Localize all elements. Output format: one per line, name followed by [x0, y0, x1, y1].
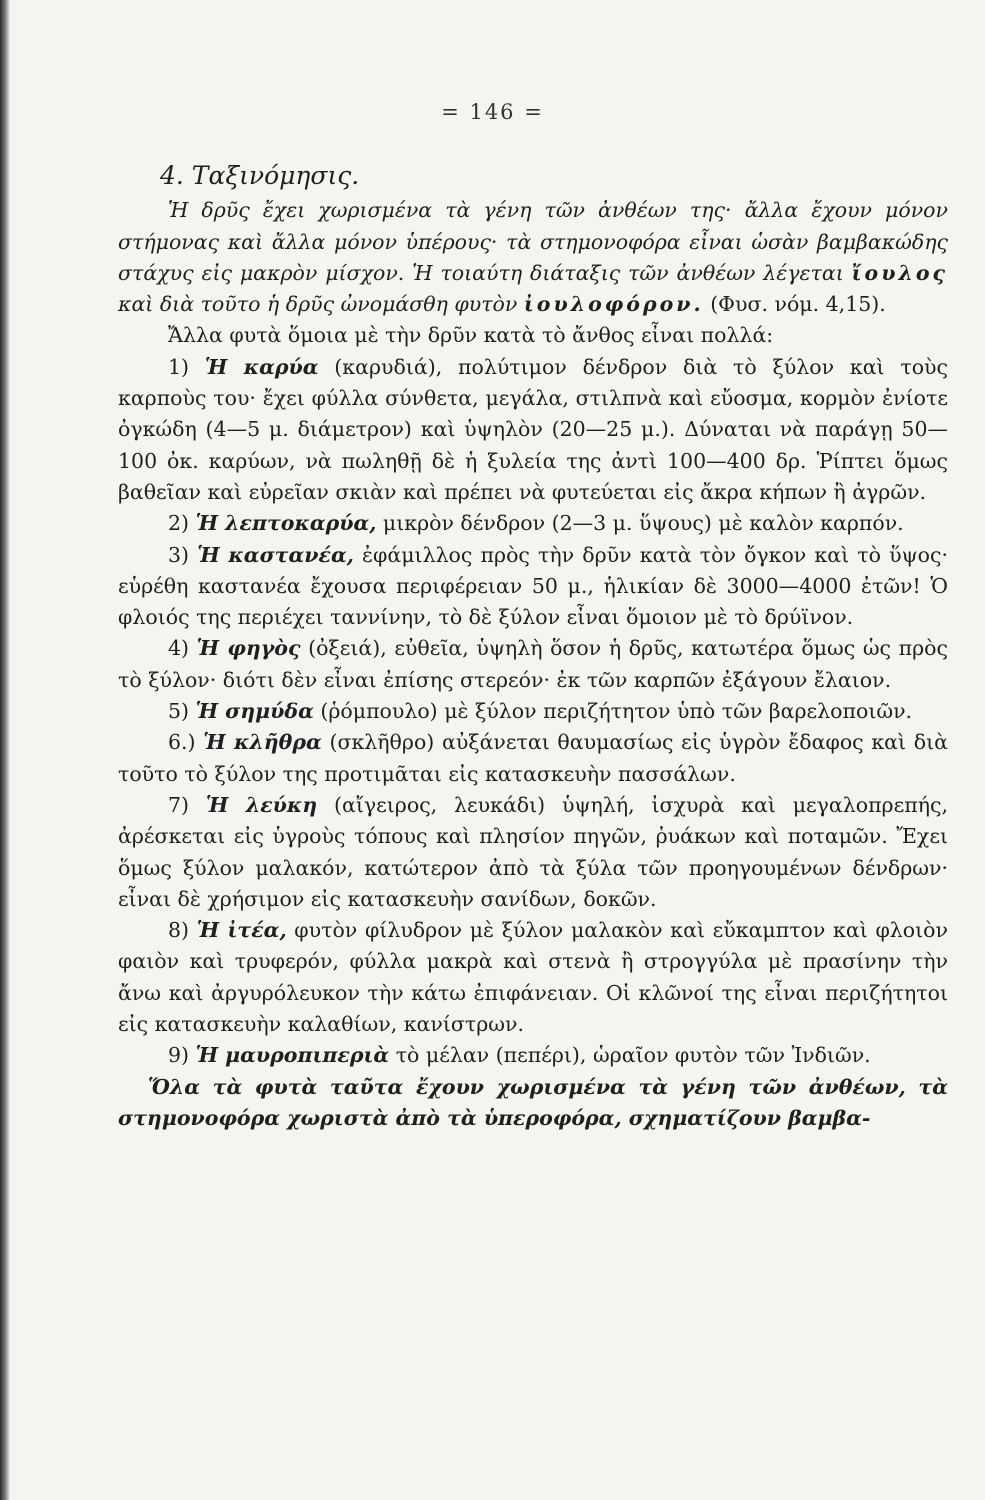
item-text: τὸ μέλαν (πεπέρι), ὡραῖον φυτὸν τῶν Ἰνδιῶν. [389, 1043, 871, 1068]
item-text: (καρυδιά), πολύτιμον δένδρον διὰ τὸ ξύλον καὶ τοὺς καρποὺς του· ἔχει φύλλα σύνθετα, μεγάλα, στιλπνὰ καὶ εὔοσμα, κορμὸν ἐνίοτε ὀγκώδη (4—5 μ. διάμετρον) καὶ ὑψηλὸν (20—25 μ.). Δύναται νὰ παράγῃ 50—100 ὀκ. καρύων, νὰ πωληθῇ δὲ ἡ ξυλεία της ἀντὶ 100—400 δρ. Ῥίπτει ὅμως βαθεῖαν καὶ εὐρεῖαν σκιὰν καὶ πρέπει νὰ φυτεύεται εἰς ἄκρα κήπων ἢ ἀγρῶν. [118, 354, 948, 504]
item-number: 7) [168, 792, 190, 817]
plant-name: Ἡ μαυροπιπεριὰ [195, 1043, 390, 1068]
item-text: ἐφάμιλλος πρὸς τὴν δρῦν κατὰ τὸν ὄγκον καὶ τὸ ὕψος· εὑρέθη καστανέα ἔχουσα περιφέρειαν 50 μ., ἡλικίαν δὲ 3000—4000 ἐτῶν! Ὁ φλοιός της περιέχει ταννίνην, τὸ δὲ ξύλον εἶναι ὅμοιον μὲ τὸ δρύϊνον. [118, 542, 948, 630]
item-text: φυτὸν φίλυδρον μὲ ξύλον μαλακὸν καὶ εὔκαμπτον καὶ φλοιὸν φαιὸν καὶ τρυφερόν, φύλλα μακρὰ καὶ στενὰ ἢ στρογγύλα μὲ πρασίνην τὴν ἄνω καὶ ἀργυρόλευκον τὴν κάτω ἐπιφάνειαν. Οἱ κλῶνοί της εἶναι περιζήτητοι εἰς κατασκευὴν καλαθίων, κανίστρων. [118, 918, 948, 1037]
reference: (Φυσ. νόμ. 4,15). [710, 292, 886, 317]
page-number: = 146 = [441, 100, 544, 124]
item-number: 2) [168, 511, 190, 536]
item-text: (σκλῆθρο) αὐξάνεται θαυμασίως εἰς ὑγρὸν ἔδαφος καὶ διὰ τοῦτο τὸ ξύλον της προτιμᾶται εἰς κατασκευὴν πασσάλων. [118, 730, 948, 786]
plant-name: Ἡ σημύδα [195, 699, 314, 724]
item-text: (ὀξειά), εὐθεῖα, ὑψηλὴ ὅσον ἡ δρῦς, κατωτέρα ὅμως ὡς πρὸς τὸ ξύλον· διότι δὲν εἶναι ἐπίσης στερεόν· ἐκ τῶν καρπῶν ἐξάγουν ἔλαιον. [118, 636, 948, 692]
plant-name: Ἡ λεπτοκαρύα, [195, 511, 377, 536]
plant-name: Ἡ ἰτέα, [196, 918, 287, 943]
list-item [118, 727, 948, 790]
list-item [118, 352, 948, 508]
item-text: μικρὸν δένδρον (2—3 μ. ὕψους) μὲ καλὸν καρπόν. [376, 511, 904, 536]
item-number: 9) [168, 1043, 190, 1068]
lead-paragraph: Ἄλλα φυτὰ ὅμοια μὲ τὴν δρῦν κατὰ τὸ ἄνθος εἶναι πολλά: [168, 323, 774, 348]
intro-paragraph [118, 195, 948, 320]
term-iouloforon: ἰουλοφόρον. [523, 292, 704, 317]
list-item [118, 540, 948, 634]
item-text: (αἴγειρος, λευκάδι) ὑψηλή, ἰσχυρὰ καὶ μεγαλοπρεπής, ἀρέσκεται εἰς ὑγροὺς τόπους καὶ πλησίον πηγῶν, ῥυάκων καὶ ποταμῶν. Ἔχει ὅμως ξύλον μαλακόν, κατώτερον ἀπὸ τὰ ξύλα τῶν προηγουμένων δένδρων· εἶναι δὲ χρήσιμον εἰς κατασκευὴν σανίδων, δοκῶν. [118, 792, 948, 911]
plant-name: Ἡ καστανέα, [197, 542, 354, 567]
list-item [118, 915, 948, 1040]
list-item [118, 790, 948, 915]
page-binding-shadow [0, 0, 10, 1500]
list-item [118, 508, 948, 539]
body-text [118, 160, 948, 1134]
item-number: 5) [168, 699, 190, 724]
item-number: 8) [168, 918, 190, 943]
item-number: 6.) [168, 730, 196, 755]
intro-text-2: καὶ διὰ τοῦτο ἡ δρῦς ὠνομάσθη φυτὸν [118, 292, 524, 317]
item-number: 3) [168, 542, 190, 567]
list-item [118, 633, 948, 696]
intro-text-1: Ἡ δρῦς ἔχει χωρισμένα τὰ γένη τῶν ἀνθέων της· ἄλλα ἔχουν μόνον στήμονας καὶ ἄλλα μόνον ὑπέρους· τὰ στημονοφόρα εἶναι ὡσὰν βαμβακώδης στάχυς εἰς μακρὸν μίσχον. Ἡ τοιαύτη διάταξις τῶν ἀνθέων λέγεται [118, 198, 948, 285]
term-ioulos: ἴουλος [851, 260, 948, 285]
item-number: 1) [168, 354, 190, 379]
list-item [118, 696, 948, 727]
closing-paragraph: Ὅλα τὰ φυτὰ ταῦτα ἔχουν χωρισμένα τὰ γένη τῶν ἀνθέων, τὰ στημονοφόρα χωριστὰ ἀπὸ τὰ ὑπεροφόρα, σχηματίζουν βαμβα- [118, 1074, 948, 1130]
item-text: (ῥόμπουλο) μὲ ξύλον περιζήτητον ὑπὸ τῶν βαρελοποιῶν. [313, 699, 913, 724]
plant-name: Ἡ λεύκη [205, 792, 318, 817]
plant-name: Ἡ κλῆθρα [203, 730, 322, 755]
section-title: 4. Ταξινόμησις. [160, 161, 360, 190]
plant-name: Ἡ καρύα [204, 354, 319, 379]
plant-name: Ἡ φηγὸς [196, 636, 301, 661]
item-number: 4) [168, 636, 190, 661]
list-item [118, 1040, 948, 1071]
